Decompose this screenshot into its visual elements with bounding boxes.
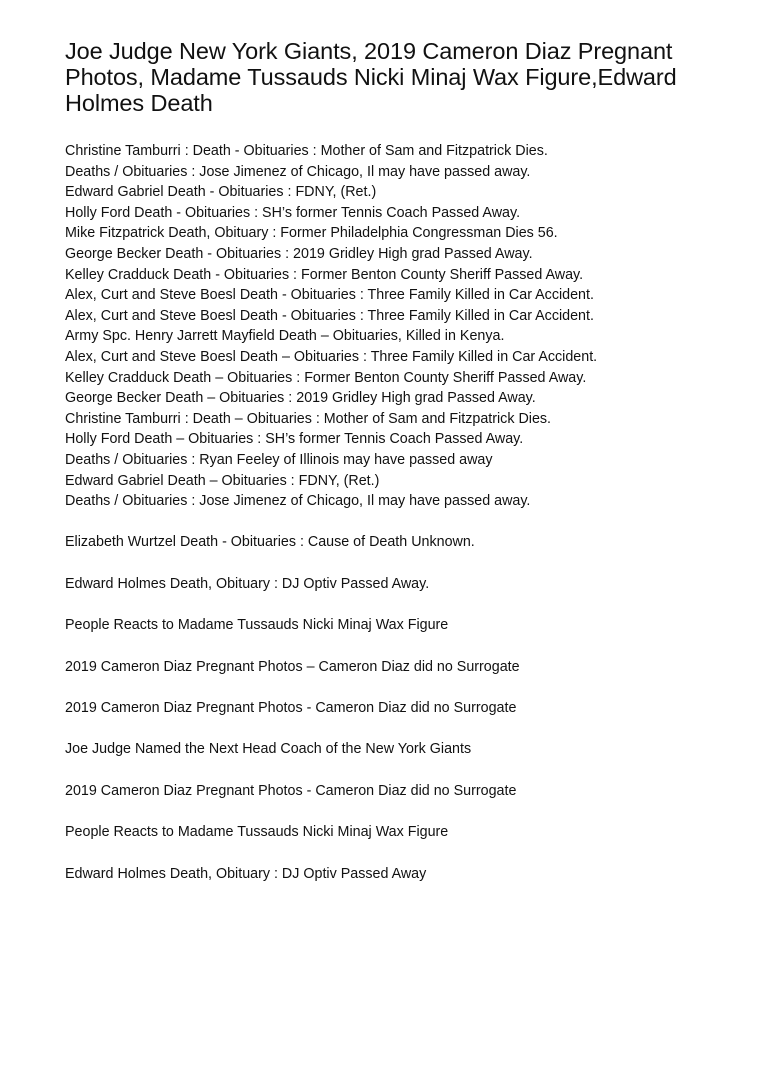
- obituary-line: Deaths / Obituaries : Jose Jimenez of Chicago, Il may have passed away.: [65, 493, 531, 510]
- page-title: Joe Judge New York Giants, 2019 Cameron Diaz Pregnant Photos, Madame Tussauds Nicki Minaj Wax Figure,Edward Holmes Death: [65, 38, 677, 116]
- obituary-line: Alex, Curt and Steve Boesl Death - Obituaries : Three Family Killed in Car Accident.: [65, 307, 594, 324]
- obituary-line: Holly Ford Death - Obituaries : SH’s former Tennis Coach Passed Away.: [65, 204, 521, 221]
- paragraph-line: People Reacts to Madame Tussauds Nicki Minaj Wax Figure: [65, 617, 449, 634]
- document-page: [65, 38, 725, 884]
- paragraph-line: Elizabeth Wurtzel Death - Obituaries : Cause of Death Unknown.: [65, 534, 475, 551]
- paragraph-list: [65, 532, 725, 884]
- obituary-line: Army Spc. Henry Jarrett Mayfield Death – Obituaries, Killed in Kenya.: [65, 328, 505, 345]
- obituary-line: George Becker Death - Obituaries : 2019 Gridley High grad Passed Away.: [65, 245, 533, 262]
- obituary-line: Christine Tamburri : Death – Obituaries : Mother of Sam and Fitzpatrick Dies.: [65, 410, 552, 427]
- paragraph-line: Joe Judge Named the Next Head Coach of the New York Giants: [65, 741, 472, 758]
- obituary-line: Deaths / Obituaries : Ryan Feeley of Illinois may have passed away: [65, 451, 493, 468]
- obituary-line: Kelley Cradduck Death – Obituaries : Former Benton County Sheriff Passed Away.: [65, 369, 587, 386]
- obituary-line: Alex, Curt and Steve Boesl Death – Obituaries : Three Family Killed in Car Accident.: [65, 348, 598, 365]
- paragraph-line: 2019 Cameron Diaz Pregnant Photos - Cameron Diaz did no Surrogate: [65, 700, 517, 717]
- paragraph-line: 2019 Cameron Diaz Pregnant Photos - Cameron Diaz did no Surrogate: [65, 782, 517, 799]
- paragraph-line: Edward Holmes Death, Obituary : DJ Optiv Passed Away.: [65, 575, 430, 592]
- obituary-line: Kelley Cradduck Death - Obituaries : Former Benton County Sheriff Passed Away.: [65, 266, 584, 283]
- obituary-line-list: [65, 141, 725, 512]
- paragraph-line: 2019 Cameron Diaz Pregnant Photos – Cameron Diaz did no Surrogate: [65, 658, 520, 675]
- obituary-line: Holly Ford Death – Obituaries : SH’s former Tennis Coach Passed Away.: [65, 431, 524, 448]
- paragraph-line: Edward Holmes Death, Obituary : DJ Optiv Passed Away: [65, 865, 427, 882]
- obituary-line: Alex, Curt and Steve Boesl Death - Obituaries : Three Family Killed in Car Accident.: [65, 287, 594, 304]
- obituary-line: Edward Gabriel Death - Obituaries : FDNY, (Ret.): [65, 184, 377, 201]
- obituary-line: Deaths / Obituaries : Jose Jimenez of Chicago, Il may have passed away.: [65, 163, 531, 180]
- obituary-line: Edward Gabriel Death – Obituaries : FDNY, (Ret.): [65, 472, 380, 489]
- paragraph-line: People Reacts to Madame Tussauds Nicki Minaj Wax Figure: [65, 824, 449, 841]
- obituary-line: Mike Fitzpatrick Death, Obituary : Former Philadelphia Congressman Dies 56.: [65, 225, 558, 242]
- obituary-line: Christine Tamburri : Death - Obituaries : Mother of Sam and Fitzpatrick Dies.: [65, 143, 548, 159]
- obituary-line: George Becker Death – Obituaries : 2019 Gridley High grad Passed Away.: [65, 390, 536, 407]
